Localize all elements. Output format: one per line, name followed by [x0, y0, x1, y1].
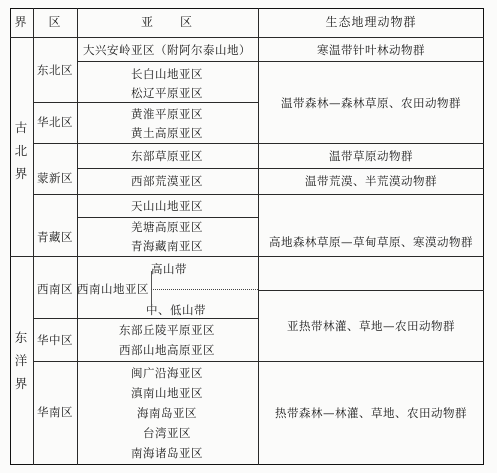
fauna-divider-3 [258, 194, 484, 195]
region-qingzang: 青藏区 [37, 230, 73, 244]
subregion-item: 天山山地亚区 [131, 199, 203, 213]
fauna-divider-1 [258, 61, 484, 62]
realm-char: 洋 [14, 353, 28, 368]
col-divider-realm [33, 8, 34, 465]
subregion-item: 黄淮平原亚区 [131, 107, 203, 121]
belt-upper: 高山带 [151, 262, 187, 276]
region-mengxin: 蒙新区 [37, 171, 73, 185]
table-border-bottom [10, 464, 484, 465]
fauna-group: 高地森林草原—草甸草原、寒漠动物群 [269, 235, 473, 249]
header-region: 区 [48, 15, 62, 29]
subregion-item: 南海诸岛亚区 [131, 446, 203, 460]
realm-char: 界 [14, 166, 28, 181]
subregion-item: 海南岛亚区 [137, 406, 197, 420]
subregion-item: 长白山地亚区 [131, 67, 203, 81]
region-divider-huazhong-huanan [33, 361, 484, 362]
realm-oriental [13, 326, 29, 395]
region-huanan: 华南区 [37, 405, 73, 419]
table-border-right [483, 8, 484, 465]
region-divider-dongbei-huabei [33, 102, 258, 103]
subregion-item: 西部荒漠亚区 [131, 174, 203, 188]
subregion-item: 黄土高原亚区 [131, 126, 203, 140]
subregion-divider-tianshan [77, 217, 258, 218]
realm-char: 东 [14, 330, 28, 345]
header-realm: 界 [14, 15, 28, 29]
region-xinan: 西南区 [37, 282, 73, 296]
realm-char: 北 [14, 143, 28, 158]
subregion-item: 大兴安岭亚区（附阿尔泰山地） [83, 43, 251, 57]
fauna-group: 热带森林—林灌、草地、农田动物群 [275, 406, 467, 420]
region-divider-mengxin-qingzang [33, 194, 258, 195]
subregion-item: 闽广沿海亚区 [131, 366, 203, 380]
subregion-item: 西部山地高原亚区 [119, 343, 215, 357]
subregion-divider-daxinganling [77, 61, 258, 62]
fauna-group: 寒温带针叶林动物群 [317, 43, 425, 57]
subregion-xinan-shandi: 西南山地亚区 [77, 282, 149, 296]
region-divider-huabei-mengxin [33, 143, 484, 144]
table-border-left [10, 8, 11, 465]
belt-dotted-link [151, 289, 258, 290]
subregion-item: 羌塘高原亚区 [131, 220, 203, 234]
realm-palearctic [13, 116, 29, 185]
header-subregion: 亚 区 [140, 15, 194, 29]
subregion-item: 东部草原亚区 [131, 149, 203, 163]
realm-char: 古 [14, 120, 28, 135]
fauna-group: 亚热带林灌、草地—农田动物群 [287, 319, 455, 333]
header-rule [10, 37, 484, 38]
subregion-divider-dongbucaoyuan [77, 168, 258, 169]
subregion-item: 松辽平原亚区 [131, 86, 203, 100]
fauna-group: 温带草原动物群 [329, 149, 413, 163]
fauna-divider-4 [258, 290, 484, 291]
belt-lower: 中、低山带 [146, 303, 206, 317]
region-huazhong: 华中区 [37, 333, 73, 347]
header-fauna: 生态地理动物群 [325, 15, 417, 29]
region-dongbei: 东北区 [37, 63, 73, 77]
realm-char: 界 [14, 376, 28, 391]
table-border-top [10, 8, 484, 9]
subregion-item: 滇南山地亚区 [131, 386, 203, 400]
fauna-divider-2 [258, 168, 484, 169]
region-divider-xinan-huazhong [33, 318, 258, 319]
subregion-item: 青海藏南亚区 [131, 239, 203, 253]
fauna-group: 温带荒漠、半荒漠动物群 [305, 174, 437, 188]
realm-divider [10, 256, 484, 257]
region-huabei: 华北区 [37, 115, 73, 129]
fauna-group: 温带森林—森林草原、农田动物群 [281, 96, 461, 110]
subregion-item: 东部丘陵平原亚区 [119, 323, 215, 337]
subregion-item: 台湾亚区 [143, 426, 191, 440]
col-divider-subregion [258, 8, 259, 465]
col-divider-region [77, 8, 78, 465]
